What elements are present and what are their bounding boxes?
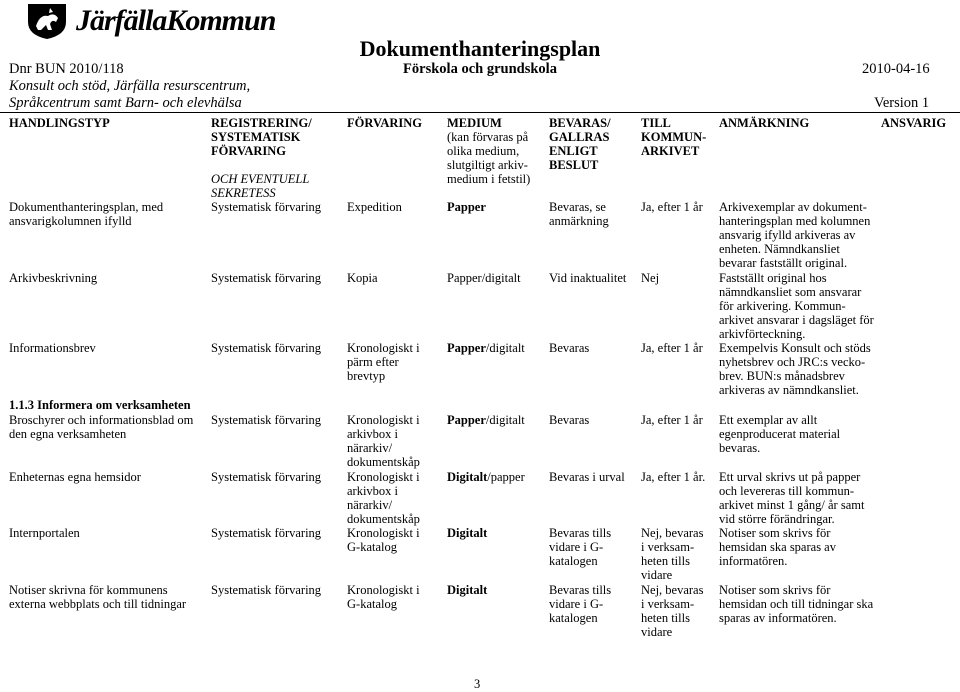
cell-handlingstyp: Notiser skrivna för kommunens	[9, 583, 168, 597]
cell-forvaring: arkivbox i	[347, 484, 399, 498]
header-divider	[0, 112, 960, 113]
cell-forvaring: arkivbox i	[347, 427, 399, 441]
col-header-medium: (kan förvaras på	[447, 130, 529, 144]
cell-handlingstyp: Arkivbeskrivning	[9, 271, 98, 285]
col-header-anmarkning: ANMÄRKNING	[719, 116, 810, 130]
cell-anmarkning: Ett exemplar av allt	[719, 413, 818, 427]
col-header-bevaras: BEVARAS/	[549, 116, 611, 130]
cell-registrering: Systematisk förvaring	[211, 470, 322, 484]
cell-bevaras: Bevaras	[549, 413, 590, 427]
col-header-medium: medium i fetstil)	[447, 172, 531, 186]
medium-other: /papper	[487, 470, 525, 484]
cell-medium	[447, 583, 487, 597]
cell-till-kommunarkivet: i verksam-	[641, 540, 695, 554]
org-line-2: Språkcentrum samt Barn- och elevhälsa	[9, 95, 242, 111]
cell-registrering: Systematisk förvaring	[211, 583, 322, 597]
cell-anmarkning: bevaras.	[719, 441, 761, 455]
cell-anmarkning: nyhetsbrev och JRC:s vecko-	[719, 355, 866, 369]
col-header-bevaras: ENLIGT	[549, 144, 598, 158]
cell-till-kommunarkivet: Nej, bevaras	[641, 526, 704, 540]
cell-forvaring: dokumentskåp	[347, 512, 420, 526]
cell-anmarkning: Notiser som skrivs för	[719, 583, 831, 597]
col-header-bevaras: BESLUT	[549, 158, 599, 172]
cell-forvaring: Kronologiskt i	[347, 413, 420, 427]
col-header-registrering: OCH EVENTUELL	[211, 172, 310, 186]
cell-handlingstyp: Internportalen	[9, 526, 80, 540]
col-header-medium: olika medium,	[447, 144, 520, 158]
cell-till-kommunarkivet: Ja, efter 1 år.	[641, 470, 706, 484]
cell-anmarkning: arkivförteckning.	[719, 327, 806, 341]
section-heading: 1.1.3 Informera om verksamheten	[9, 398, 191, 412]
cell-anmarkning: hemsidan ska sparas av	[719, 540, 836, 554]
cell-bevaras: vidare i G-	[549, 540, 604, 554]
cell-bevaras: Bevaras	[549, 341, 590, 355]
cell-till-kommunarkivet: Ja, efter 1 år	[641, 413, 703, 427]
cell-anmarkning: informatören.	[719, 554, 788, 568]
cell-registrering: Systematisk förvaring	[211, 341, 322, 355]
page-number: 3	[474, 677, 481, 691]
cell-forvaring: Kopia	[347, 271, 378, 285]
medium-other: /digitalt	[485, 413, 525, 427]
cell-till-kommunarkivet: vidare	[641, 625, 673, 639]
cell-medium	[447, 470, 525, 484]
cell-bevaras: Bevaras tills	[549, 583, 612, 597]
cell-forvaring: Kronologiskt i	[347, 470, 420, 484]
municipality-crest-logo	[26, 2, 68, 40]
col-header-registrering: REGISTRERING/	[211, 116, 312, 130]
medium-archival: Papper	[447, 341, 486, 355]
col-header-till-kommunarkivet: KOMMUN-	[641, 130, 707, 144]
cell-forvaring: närarkiv/	[347, 441, 393, 455]
cell-anmarkning: bevarar fastställt original.	[719, 256, 848, 270]
cell-bevaras: vidare i G-	[549, 597, 604, 611]
cell-registrering: Systematisk förvaring	[211, 271, 322, 285]
col-header-till-kommunarkivet: ARKIVET	[641, 144, 700, 158]
cell-anmarkning: Exempelvis Konsult och stöds	[719, 341, 871, 355]
col-header-medium: slutgiltigt arkiv-	[447, 158, 528, 172]
cell-anmarkning: Fastställt original hos	[719, 271, 827, 285]
cell-till-kommunarkivet: heten tills	[641, 611, 690, 625]
col-header-registrering: SEKRETESS	[211, 186, 276, 200]
cell-handlingstyp: Enheternas egna hemsidor	[9, 470, 141, 484]
cell-till-kommunarkivet: Ja, efter 1 år	[641, 200, 703, 214]
cell-forvaring: pärm efter	[347, 355, 399, 369]
cell-bevaras: katalogen	[549, 554, 598, 568]
cell-anmarkning: sparas av informatören.	[719, 611, 837, 625]
medium-archival: Digitalt	[447, 583, 488, 597]
cell-medium: Papper	[447, 200, 486, 214]
cell-handlingstyp: Dokumenthanteringsplan, med	[9, 200, 164, 214]
cell-forvaring: närarkiv/	[347, 498, 393, 512]
cell-forvaring: Expedition	[347, 200, 402, 214]
cell-forvaring: G-katalog	[347, 597, 397, 611]
cell-forvaring: G-katalog	[347, 540, 397, 554]
cell-handlingstyp: ansvarigkolumnen ifylld	[9, 214, 132, 228]
brand-wordmark: JärfällaKommun	[76, 4, 276, 37]
document-subtitle: Förskola och grundskola	[403, 61, 557, 77]
cell-till-kommunarkivet: Nej, bevaras	[641, 583, 704, 597]
cell-registrering: Systematisk förvaring	[211, 200, 322, 214]
col-header-registrering: SYSTEMATISK	[211, 130, 301, 144]
cell-forvaring: brevtyp	[347, 369, 386, 383]
medium-archival: Papper	[447, 413, 486, 427]
cell-bevaras: Vid inaktualitet	[549, 271, 627, 285]
col-header-bevaras: GALLRAS	[549, 130, 610, 144]
document-title: Dokumenthanteringsplan	[359, 36, 601, 61]
col-header-medium: MEDIUM	[447, 116, 502, 130]
cell-anmarkning: hanteringsplan med kolumnen	[719, 214, 871, 228]
col-header-ansvarig: ANSVARIG	[881, 116, 947, 130]
cell-anmarkning: Ett urval skrivs ut på papper	[719, 470, 861, 484]
medium-archival: Digitalt	[447, 526, 488, 540]
medium-archival: Digitalt	[447, 470, 488, 484]
cell-registrering: Systematisk förvaring	[211, 526, 322, 540]
cell-handlingstyp: den egna verksamheten	[9, 427, 127, 441]
org-line-1: Konsult och stöd, Järfälla resurscentrum,	[9, 78, 251, 94]
cell-registrering: Systematisk förvaring	[211, 413, 322, 427]
cell-bevaras: katalogen	[549, 611, 598, 625]
cell-bevaras: Bevaras tills	[549, 526, 612, 540]
cell-anmarkning: vid större förändringar.	[719, 512, 835, 526]
cell-bevaras: Bevaras i urval	[549, 470, 625, 484]
cell-medium	[447, 341, 525, 355]
cell-till-kommunarkivet: i verksam-	[641, 597, 695, 611]
cell-anmarkning: Notiser som skrivs för	[719, 526, 831, 540]
cell-forvaring: Kronologiskt i	[347, 341, 420, 355]
cell-till-kommunarkivet: vidare	[641, 568, 673, 582]
medium-other: /digitalt	[485, 341, 525, 355]
cell-anmarkning: brev. BUN:s månadsbrev	[719, 369, 845, 383]
cell-anmarkning: arkivet minst 1 gång/ år samt	[719, 498, 865, 512]
cell-forvaring: Kronologiskt i	[347, 583, 420, 597]
cell-till-kommunarkivet: Nej	[641, 271, 660, 285]
cell-handlingstyp: Broschyrer och informationsblad om	[9, 413, 194, 427]
cell-medium	[447, 526, 487, 540]
cell-till-kommunarkivet: Ja, efter 1 år	[641, 341, 703, 355]
cell-anmarkning: egenproducerat material	[719, 427, 841, 441]
col-header-forvaring: FÖRVARING	[347, 116, 423, 130]
cell-anmarkning: Arkivexemplar av dokument-	[719, 200, 867, 214]
cell-forvaring: dokumentskåp	[347, 455, 420, 469]
col-header-handlingstyp: HANDLINGSTYP	[9, 116, 110, 130]
cell-anmarkning: ansvarig ifylld arkiveras av	[719, 228, 856, 242]
cell-till-kommunarkivet: heten tills	[641, 554, 690, 568]
version-label: Version 1	[874, 95, 930, 111]
cell-bevaras: anmärkning	[549, 214, 609, 228]
cell-anmarkning: och levereras till kommun-	[719, 484, 855, 498]
col-header-registrering: FÖRVARING	[211, 144, 287, 158]
cell-handlingstyp: Informationsbrev	[9, 341, 96, 355]
cell-forvaring: Kronologiskt i	[347, 526, 420, 540]
cell-handlingstyp: externa webbplats och till tidningar	[9, 597, 187, 611]
dnr-number: Dnr BUN 2010/118	[9, 61, 124, 77]
cell-anmarkning: enheten. Nämndkansliet	[719, 242, 840, 256]
cell-anmarkning: arkivet ansvarar i dagsläget för	[719, 313, 874, 327]
cell-anmarkning: nämndkansliet som ansvarar	[719, 285, 862, 299]
cell-anmarkning: arkiveras av nämndkansliet.	[719, 383, 859, 397]
cell-bevaras: Bevaras, se	[549, 200, 606, 214]
cell-anmarkning: för arkivering. Kommun-	[719, 299, 846, 313]
col-header-till-kommunarkivet: TILL	[641, 116, 671, 130]
document-date: 2010-04-16	[862, 61, 930, 77]
cell-medium: Papper/digitalt	[447, 271, 521, 285]
cell-anmarkning: hemsidan och till tidningar ska	[719, 597, 874, 611]
cell-medium	[447, 413, 525, 427]
